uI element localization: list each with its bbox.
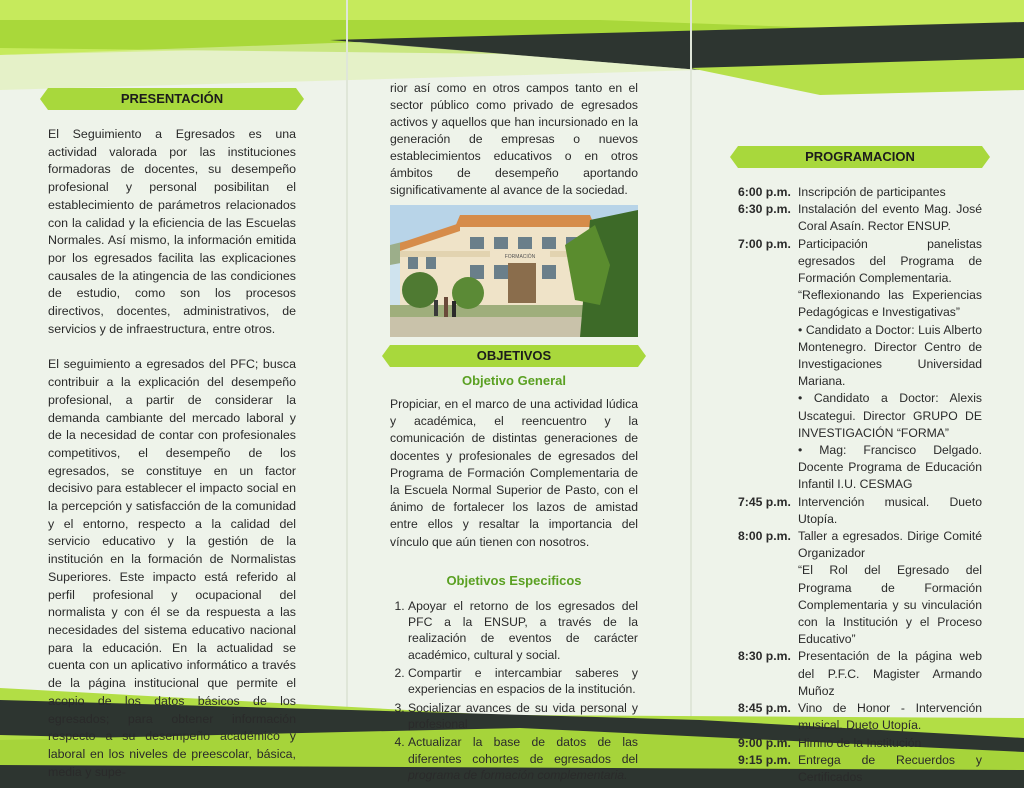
schedule-time: 8:00 p.m. [738,529,791,544]
objetivos-banner: OBJETIVOS [390,345,638,367]
list-item: 3. Socializar avances de su vida personal y profesional [408,700,638,733]
schedule-line: Entrega de Recuerdos y Certificados [798,752,982,784]
schedule-line: “Reflexionando las Experiencias Pedagógicas e Investigativas” [798,288,982,320]
programacion-banner: PROGRAMACION [738,146,982,168]
schedule-time: 7:00 p.m. [738,236,791,251]
schedule-line: Vino de Honor - Intervención musical. Dueto Utopía. [798,701,982,733]
schedule-row [738,648,982,700]
schedule-line: Instalación del evento Mag. José Coral Asaín. Rector ENSUP. [798,202,982,234]
schedule-description [798,648,982,700]
schedule-time: 7:45 p.m. [738,494,791,509]
schedule-description [798,201,982,235]
schedule-description [798,735,982,752]
schedule-row [738,735,982,752]
photo-sign-text: FORMACIÓN [504,254,536,260]
schedule-list [738,184,982,786]
continuation-text: rior así como en otros campos tanto en el sector público como privado de egresados activos y aquellos que han incursionado en la generación de empresas o nuevos establecimientos educativos o en otros ámbitos de desempeño aportando significativamente al avance de la sociedad. [390,81,638,197]
objetivo-general-text: Propiciar, en el marco de una actividad lúdica y académica, el reencuentro y la comunicación de distintas generaciones de docentes y profesionales de egresados del Programa de Formación Complementaria de la Escuela Normal Superior de Pasto, con el ánimo de fortalecer los lazos de amistad entre ellos y resaltar la importancia del vínculo que aún tienen con nosotros. [390,397,638,549]
objetivos-especificos-list [390,598,638,783]
school-building-photo [390,205,638,337]
schedule-time: 8:30 p.m. [738,649,791,664]
schedule-row [738,184,982,201]
panel-presentacion [48,88,296,781]
presentacion-paragraph-1: El Seguimiento a Egresados es una actividad valorada por las instituciones formadoras de docentes, su desempeño profesional y personal posibilitan el establecimiento de parámetros relacionados con la calidad y la eficiencia de las Escuelas Normales. Así mismo, la información emitida por los egresados facilita las explicaciones causales de la atingencia de las condiciones de estudio, como son los procesos directivos, docentes, administrativos, de servicios y de infraestructura, entre otros. [48,127,296,336]
schedule-row [738,528,982,648]
presentacion-paragraph-2: El seguimiento a egresados del PFC; busca contribuir a la explicación del desempeño profesional, a partir de considerar la demanda cambiante del mercado laboral y de la necesidad de contar con profesionales competitivos, el desempeño de los egresados, se constituye en un factor decisivo para establecer el impacto social en la percepción y satisfacción de la comunidad y el entorno, respecto a la calidad del servicio educativo y la gestión de la institución en la formación de Normalistas Superiores. Este impacto está referido al perfil profesional y ocupacional del normalista y con él se da respuesta a las necesidades del sistema educativo nacional para la educación. En la actualidad se cuenta con un aplicativo informático a través de la página institucional que permite el acopio de los datos básicos de los egresados; para obtener información respecto a su desempeño académico y laboral en los niveles de preescolar, básica, media y supe- [48,357,296,779]
schedule-description [798,752,982,786]
list-item [408,734,638,783]
schedule-time: 9:00 p.m. [738,735,791,750]
schedule-line: Participación panelistas egresados del Programa de Formación Complementaria. [798,236,982,286]
list-item: 2. Compartir e intercambiar saberes y experiencias en espacios de la institución. [408,665,638,698]
schedule-row [738,494,982,528]
photo-illustration [390,205,638,337]
objetivos-especificos-heading: Objetivos Especificos [446,572,582,588]
schedule-description [798,494,982,528]
schedule-row [738,700,982,734]
schedule-time: 6:30 p.m. [738,202,791,217]
schedule-time: 9:15 p.m. [738,752,791,767]
list-item: 1. Apoyar el retorno de los egresados del PFC a la ENSUP, a través de la realización de eventos de carácter académico, cultural y social. [408,598,638,663]
schedule-line: Taller a egresados. Dirige Comité Organizador [798,529,982,561]
presentacion-banner: PRESENTACIÓN [48,88,296,110]
schedule-line: “El Rol del Egresado del Programa de Formación Complementaria y su vinculación con la Institución y el Proceso Educativo” [798,563,982,647]
list-item-italic: programa de formación complementaria. [408,767,628,782]
schedule-description [798,236,982,494]
schedule-line: • Candidato a Doctor: Luis Alberto Montenegro. Director Centro de Investigaciones Universidad Mariana. [798,322,982,389]
objetivo-general-heading: Objetivo General [461,373,567,388]
schedule-line: • Mag: Francisco Delgado. Docente Programa de Educación Infantil I.U. CESMAG [798,443,982,492]
list-item-text: Actualizar la base de datos de las diferentes cohortes de egresados del [408,735,638,766]
schedule-description [798,700,982,734]
schedule-row [738,236,982,494]
panel-programacion [738,146,982,786]
schedule-description [798,184,982,201]
schedule-row [738,201,982,235]
schedule-time: 6:00 p.m. [738,185,791,199]
schedule-description [798,528,982,648]
schedule-line: Presentación de la página web del P.F.C. Magister Armando Muñoz [798,649,982,698]
panel-objetivos [390,80,638,785]
schedule-time: 8:45 p.m. [738,701,791,716]
schedule-row [738,752,982,786]
schedule-line: Himno de la Institución [798,735,922,750]
schedule-line: • Candidato a Doctor: Alexis Uscategui. Director GRUPO DE INVESTIGACIÓN “FORMA” [798,391,982,440]
schedule-line: Intervención musical. Dueto Utopía. [798,494,982,526]
schedule-line: Inscripción de participantes [798,185,946,199]
presentacion-body [48,126,296,781]
